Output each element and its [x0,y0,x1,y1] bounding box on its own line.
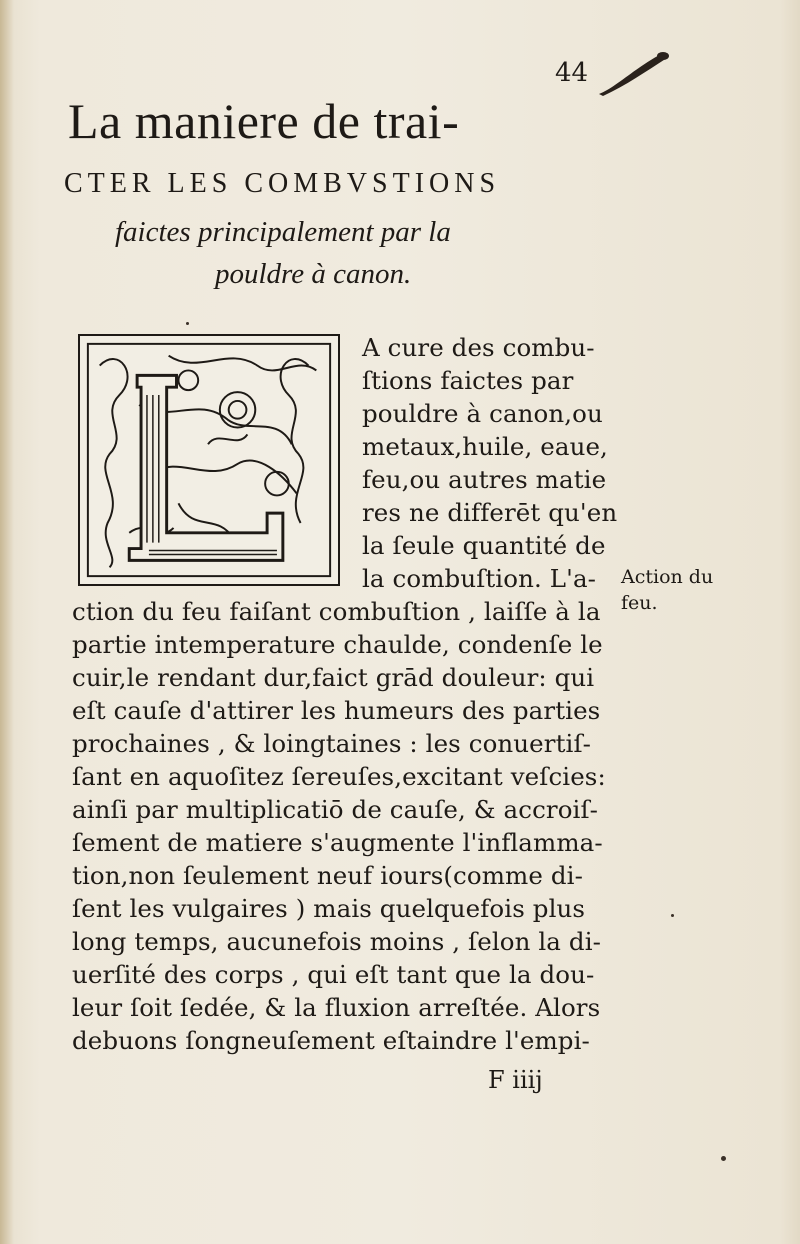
ink-speck [671,914,674,917]
ink-speck [186,322,189,325]
ink-mark [595,48,673,98]
body-text-line: tion,non ſeulement neuf iours(comme di- [72,861,583,890]
decorated-initial-letter [78,334,340,586]
body-text-line: prochaines , & loingtaines : les conuertiſ- [72,729,592,758]
body-text-line: cuir,le rendant dur,faict grād douleur: qui [72,663,595,692]
marginal-note-continued: feu. [621,592,658,614]
body-text-line: eſt cauſe d'attirer les humeurs des parties [72,696,601,725]
body-text-line: pouldre à canon,ou [362,399,603,428]
body-text-line: uerſité des corps , qui eſt tant que la dou- [72,960,595,989]
page-edge-shadow [0,0,14,1244]
marginal-note: Action du [621,566,714,588]
body-text-line: ſtions faictes par [362,366,574,395]
body-text-line: metaux,huile, eaue, [362,432,608,461]
body-text-line: ainſi par multiplicatiō de cauſe, & accroiſ- [72,795,599,824]
body-text-line: ſement de matiere s'augmente l'inflamma- [72,828,603,857]
chapter-title-caps: CTER LES COMBVSTIONS [64,168,501,199]
body-text-line: ſent les vulgaires ) mais quelquefois plus [72,894,586,923]
page-number: 44 [555,58,589,88]
body-text-line: ſant en aquoſitez ſereuſes,excitant veſcies: [72,762,606,791]
signature-mark: F iiij [488,1066,543,1094]
body-text-line: partie intemperature chaulde, condenſe le [72,630,603,659]
ink-speck [721,1156,726,1161]
body-text-line: leur ſoit ſedée, & la fluxion arreſtée. Alors [72,993,601,1022]
body-text-line: A cure des combu- [362,333,595,362]
chapter-subtitle-continued: pouldre à canon. [215,258,412,290]
body-text-line: res ne differēt qu'en [362,498,618,527]
chapter-subtitle: faictes principalement par la [115,216,451,248]
body-text-line: ction du feu faiſant combuſtion , laiſſe à la [72,597,601,626]
body-text-line: debuons ſongneuſement eſtaindre l'empi- [72,1026,590,1055]
body-text-line: long temps, aucunefois moins , ſelon la di- [72,927,602,956]
body-text-line: la combuſtion. L'a- [362,564,597,593]
body-text-line: feu,ou autres matie [362,465,607,494]
body-text-line: la ſeule quantité de [362,531,606,560]
chapter-title: La maniere de trai- [68,93,460,149]
